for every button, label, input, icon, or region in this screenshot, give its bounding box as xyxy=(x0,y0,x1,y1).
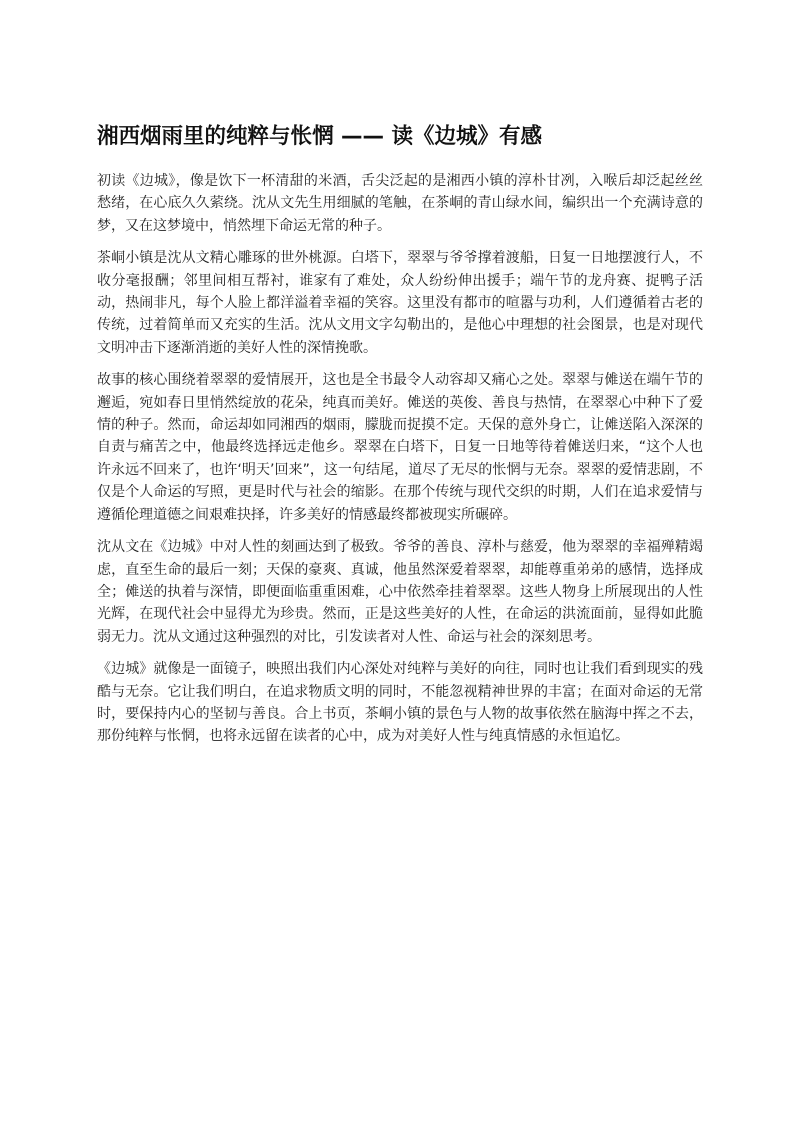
document-page xyxy=(97,118,703,758)
document-title: 湘西烟雨里的纯粹与怅惘 —— 读《边城》有感 xyxy=(97,124,542,149)
paragraph-4: 沈从文在《边城》中对人性的刻画达到了极致。爷爷的善良、淳朴与慈爱，他为翠翠的幸福殚精竭虑，直至生命的最后一刻；天保的豪爽、真诚，他虽然深爱着翠翠，却能尊重弟弟的感情，选择成全；傩送的执着与深情，即便面临重重困难，心中依然牵挂着翠翠。这些人物身上所展现出的人性光辉，在现代社会中显得尤为珍贵。然而，正是这些美好的人性，在命运的洪流面前，显得如此脆弱无力。沈从文通过这种强烈的对比，引发读者对人性、命运与社会的深刻思考。 xyxy=(97,539,703,645)
paragraph-3: 故事的核心围绕着翠翠的爱情展开，这也是全书最令人动容却又痛心之处。翠翠与傩送在端午节的邂逅，宛如春日里悄然绽放的花朵，纯真而美好。傩送的英俊、善良与热情，在翠翠心中种下了爱情的种子。然而，命运却如同湘西的烟雨，朦胧而捉摸不定。天保的意外身亡，让傩送陷入深深的自责与痛苦之中，他最终选择远走他乡。翠翠在白塔下，日复一日地等待着傩送归来，“这个人也许永远不回来了，也许‘明天’回来”，这一句结尾，道尽了无尽的怅惘与无奈。翠翠的爱情悲剧，不仅是个人命运的写照，更是时代与社会的缩影。在那个传统与现代交织的时期，人们在追求爱情与遵循伦理道德之间艰难抉择，许多美好的情感最终都被现实所碾碎。 xyxy=(97,372,703,523)
paragraph-1: 初读《边城》，像是饮下一杯清甜的米酒，舌尖泛起的是湘西小镇的淳朴甘冽，入喉后却泛起丝丝愁绪，在心底久久萦绕。沈从文先生用细腻的笔触，在茶峒的青山绿水间，编织出一个充满诗意的梦，又在这梦境中，悄然埋下命运无常的种子。 xyxy=(97,173,703,234)
paragraph-2: 茶峒小镇是沈从文精心雕琢的世外桃源。白塔下，翠翠与爷爷撑着渡船，日复一日地摆渡行人，不收分毫报酬；邻里间相互帮衬，谁家有了难处，众人纷纷伸出援手；端午节的龙舟赛、捉鸭子活动，热闹非凡，每个人脸上都洋溢着幸福的笑容。这里没有都市的喧嚣与功利，人们遵循着古老的传统，过着简单而又充实的生活。沈从文用文字勾勒出的，是他心中理想的社会图景，也是对现代文明冲击下逐渐消逝的美好人性的深情挽歌。 xyxy=(97,250,703,356)
paragraph-5: 《边城》就像是一面镜子，映照出我们内心深处对纯粹与美好的向往，同时也让我们看到现实的残酷与无奈。它让我们明白，在追求物质文明的同时，不能忽视精神世界的丰富；在面对命运的无常时，要保持内心的坚韧与善良。合上书页，茶峒小镇的景色与人物的故事依然在脑海中挥之不去，那份纯粹与怅惘，也将永远留在读者的心中，成为对美好人性与纯真情感的永恒追忆。 xyxy=(97,661,703,745)
